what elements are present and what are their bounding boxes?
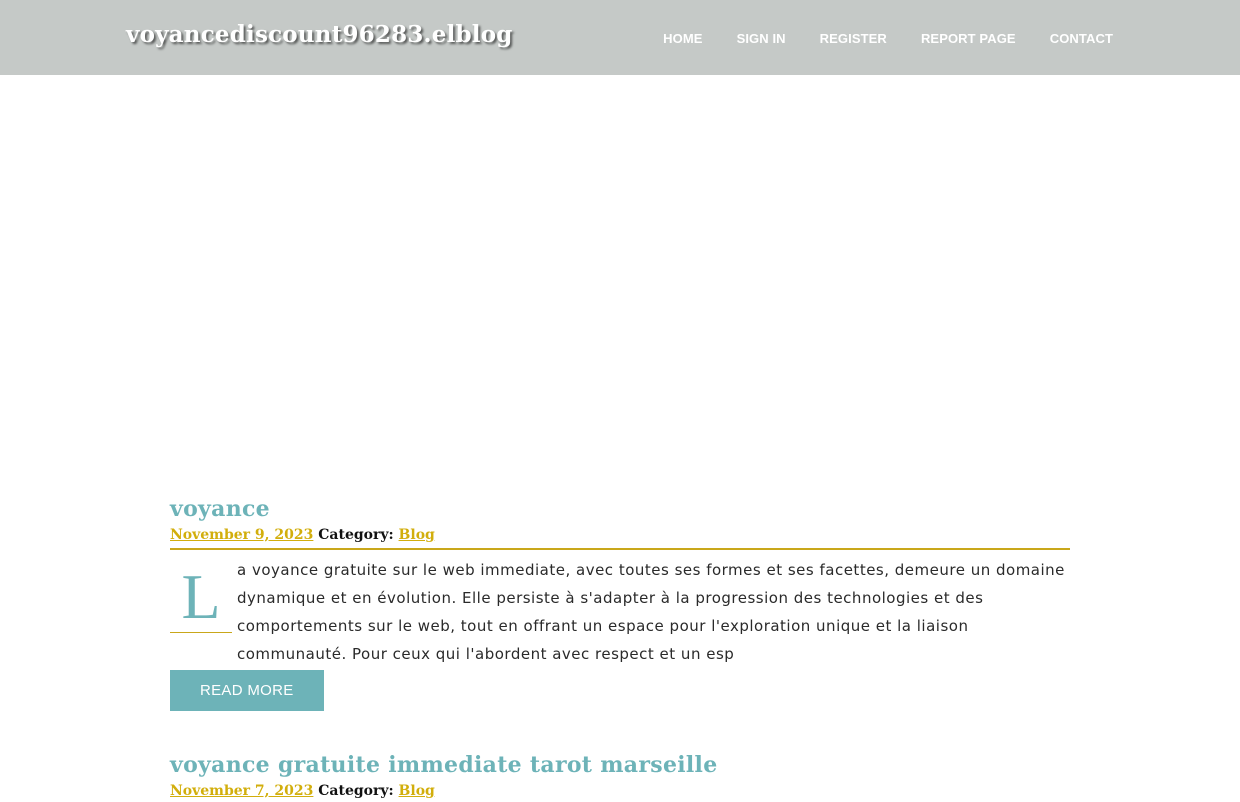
post-item — [170, 494, 1070, 711]
site-title[interactable]: voyancediscount96283.elblog — [126, 21, 513, 48]
post-meta — [170, 780, 1070, 802]
category-link[interactable]: Blog — [398, 783, 435, 799]
post-excerpt — [170, 556, 1070, 668]
drop-cap: L — [170, 564, 232, 633]
nav-home[interactable]: HOME — [663, 31, 703, 46]
nav-contact[interactable]: CONTACT — [1049, 31, 1113, 46]
category-label: Category: — [318, 783, 394, 799]
top-header — [0, 0, 1240, 75]
divider — [170, 548, 1070, 550]
category-label: Category: — [318, 527, 394, 543]
category-link[interactable]: Blog — [398, 527, 435, 543]
post-title[interactable]: voyance — [170, 496, 270, 522]
main-nav — [629, 31, 1113, 46]
nav-sign-in[interactable]: SIGN IN — [736, 31, 786, 46]
post-meta — [170, 524, 1070, 546]
excerpt-text: a voyance gratuite sur le web immediate, avec toutes ses formes et ses facettes, demeure un domaine dynamique et en évolution. Elle persiste à s'adapter à la progression des technologies et des comportements sur le web, tout en offrant un espace pour l'exploration unique et la liaison communauté. Pour ceux qui l'abordent avec respect et un esp — [237, 561, 1065, 663]
nav-report-page[interactable]: REPORT PAGE — [920, 31, 1016, 46]
post-date[interactable]: November 7, 2023 — [170, 783, 314, 799]
post-date[interactable]: November 9, 2023 — [170, 527, 314, 543]
post-item — [170, 750, 1070, 802]
nav-register[interactable]: REGISTER — [819, 31, 887, 46]
read-more-button[interactable]: READ MORE — [170, 670, 324, 711]
post-title[interactable]: voyance gratuite immediate tarot marseille — [170, 752, 718, 778]
